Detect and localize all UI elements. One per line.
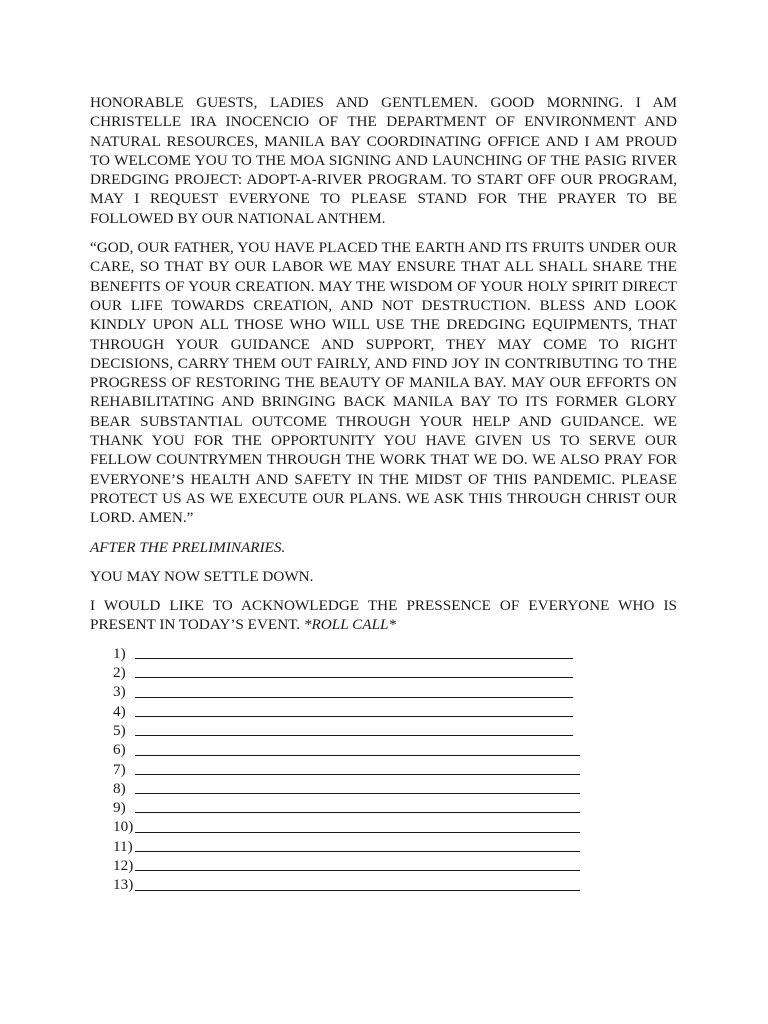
roll-call-blank-line[interactable] — [135, 774, 580, 775]
roll-call-number: 13) — [113, 876, 134, 894]
roll-call-entry — [113, 837, 677, 856]
roll-call-number: 1) — [113, 644, 126, 662]
roll-call-number: 5) — [113, 721, 126, 739]
roll-call-number: 3) — [113, 683, 126, 701]
roll-call-number: 6) — [113, 741, 126, 759]
roll-call-blank-line[interactable] — [135, 735, 573, 736]
settle-down-line: YOU MAY NOW SETTLE DOWN. — [90, 567, 314, 585]
roll-call-entry — [113, 682, 677, 701]
roll-call-blank-line[interactable] — [135, 658, 573, 659]
roll-call-entry — [113, 856, 677, 875]
roll-call-number: 4) — [113, 702, 126, 720]
roll-call-entry — [113, 740, 677, 759]
roll-call-entry — [113, 702, 677, 721]
roll-call-entry — [113, 875, 677, 894]
roll-call-number: 12) — [113, 856, 134, 874]
roll-call-blank-line[interactable] — [135, 793, 580, 794]
roll-call-note: *ROLL CALL* — [303, 616, 397, 634]
roll-call-entry — [113, 721, 677, 740]
roll-call-entry — [113, 663, 677, 682]
roll-call-blank-line[interactable] — [135, 716, 573, 717]
document-page — [90, 93, 677, 895]
roll-call-blank-line[interactable] — [135, 890, 580, 891]
roll-call-entry — [113, 798, 677, 817]
intro-paragraph: HONORABLE GUESTS, LADIES AND GENTLEMEN. GOOD MORNING. I AM CHRISTELLE IRA INOCENCIO OF THE DEPARTMENT OF ENVIRONMENT AND NATURAL RESOURCES, MANILA BAY COORDINATING OFFICE AND I AM PROUD TO WELCOME YOU TO THE MOA SIGNING AND LAUNCHING OF THE PASIG RIVER DREDGING PROJECT: ADOPT-A-RIVER PROGRAM. TO START OFF OUR PROGRAM, MAY I REQUEST EVERYONE TO PLEASE STAND FOR THE PRAYER TO BE FOLLOWED BY OUR NATIONAL ANTHEM. — [90, 94, 677, 227]
roll-call-number: 2) — [113, 664, 126, 682]
roll-call-entry — [113, 760, 677, 779]
after-preliminaries-note: AFTER THE PRELIMINARIES. — [90, 538, 286, 556]
roll-call-list — [113, 644, 677, 895]
roll-call-blank-line[interactable] — [135, 851, 580, 852]
roll-call-number: 10) — [113, 818, 134, 836]
roll-call-blank-line[interactable] — [135, 812, 580, 813]
roll-call-number: 9) — [113, 799, 126, 817]
roll-call-blank-line[interactable] — [135, 870, 580, 871]
roll-call-entry — [113, 817, 677, 836]
roll-call-entry — [113, 644, 677, 663]
prayer-paragraph: “GOD, OUR FATHER, YOU HAVE PLACED THE EARTH AND ITS FRUITS UNDER OUR CARE, SO THAT BY OUR LABOR WE MAY ENSURE THAT ALL SHALL SHARE THE BENEFITS OF YOUR CREATION. MAY THE WISDOM OF YOUR HOLY SPIRIT DIRECT OUR LIFE TOWARDS CREATION, AND NOT DESTRUCTION. BLESS AND LOOK KINDLY UPON ALL THOSE WHO WILL USE THE DREDGING EQUIPMENTS, THAT THROUGH YOUR GUIDANCE AND SUPPORT, THEY MAY COME TO RIGHT DECISIONS, CARRY THEM OUT FAIRLY, AND FIND JOY IN CONTRIBUTING TO THE PROGRESS OF RESTORING THE BEAUTY OF MANILA BAY. MAY OUR EFFORTS ON REHABILITATING AND BRINGING BACK MANILA BAY TO ITS FORMER GLORY BEAR SUBSTANTIAL OUTCOME THROUGH YOUR HELP AND GUIDANCE. WE THANK YOU FOR THE OPPORTUNITY YOU HAVE GIVEN US TO SERVE OUR FELLOW COUNTRYMEN THROUGH THE WORK THAT WE DO. WE ALSO PRAY FOR EVERYONE’S HEALTH AND SAFETY IN THE MIDST OF THIS PANDEMIC. PLEASE PROTECT US AS WE EXECUTE OUR PLANS. WE ASK THIS THROUGH CHRIST OUR LORD. AMEN.” — [90, 239, 677, 527]
roll-call-blank-line[interactable] — [135, 677, 573, 678]
roll-call-blank-line[interactable] — [135, 832, 580, 833]
roll-call-number: 7) — [113, 760, 126, 778]
roll-call-blank-line[interactable] — [135, 755, 580, 756]
acknowledge-paragraph — [90, 596, 677, 635]
roll-call-entry — [113, 779, 677, 798]
acknowledge-text: I WOULD LIKE TO ACKNOWLEDGE THE PRESSENCE OF EVERYONE WHO IS PRESENT IN TODAY’S EVENT. — [90, 597, 677, 634]
roll-call-number: 11) — [113, 837, 133, 855]
roll-call-blank-line[interactable] — [135, 697, 573, 698]
roll-call-number: 8) — [113, 779, 126, 797]
